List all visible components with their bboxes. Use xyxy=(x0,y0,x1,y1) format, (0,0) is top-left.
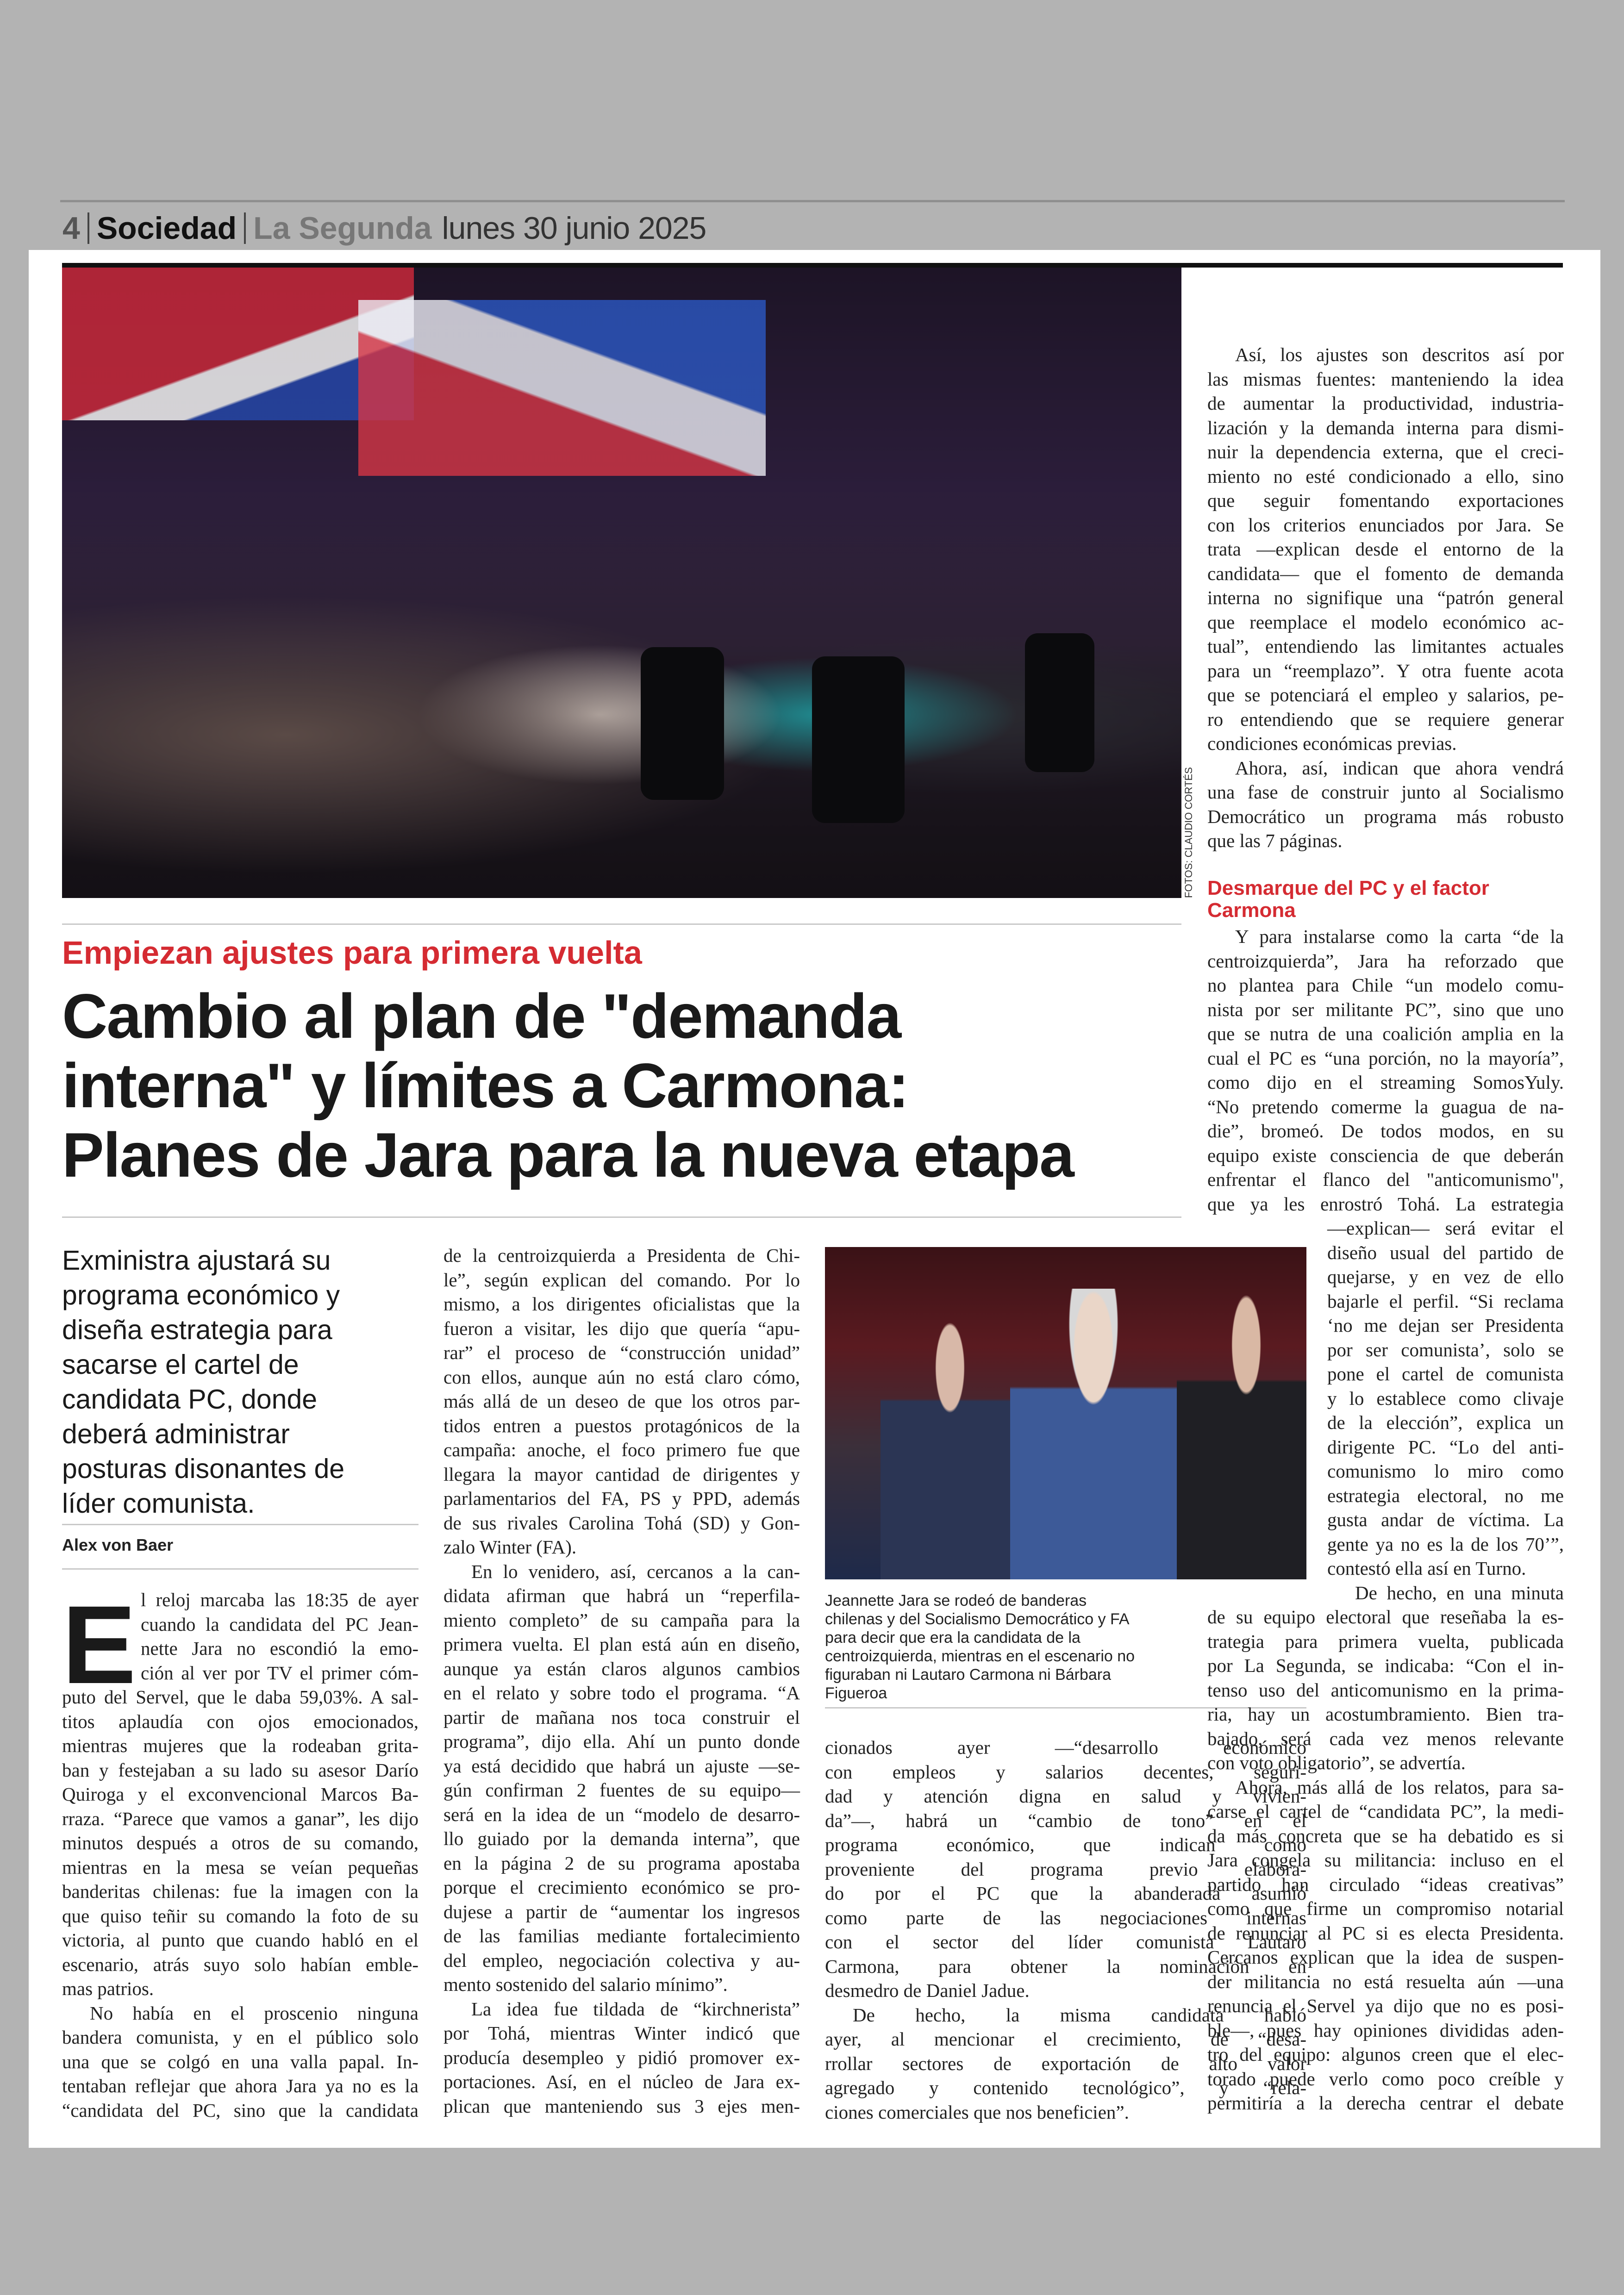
article-column-3: cionados ayer —“desarrollo económico con empleos y salarios decentes, seguri- dad y atención digna en salud y vivien- da”—, habrá un “cambio de tono” en el programa económico, que indican como proveniente del programa previo elabora- do por el PC que la abanderada asumió como parte de las negociaciones internas con el sector del líder comunista Lautaro Carmona, para obtener la nominación en desmedro de Daniel Jadue. De hecho, la misma candidata habló ayer, al mencionar el crecimiento, de “desa- rrollar sectores de exportación de alto valor agregado y contenido tecnológico”, y “rela- ciones comerciales que nos beneficien”. xyxy=(825,1737,1306,2123)
drop-cap: E xyxy=(62,1583,137,1707)
article-column-4-narrow: —explican— será evitar el diseño usual del partido de quejarse, y en vez de ello bajarle el perfil. “Si reclama ‘no me dejan ser Presidenta por ser comunista’, solo se pone el cartel de comunista y lo establece como clivaje de la elección”, explica un dirigente PC. “Lo del anti- comunismo lo miro como estrategia electoral, no me gusta andar de víctima. La gente ya no es la de los 70’”, contestó ella así en Turno. De hecho, en una minuta xyxy=(1327,1217,1564,1603)
person-silhouette xyxy=(1177,1293,1306,1579)
person-silhouette xyxy=(1010,1289,1177,1579)
page-number: 4 xyxy=(62,211,80,246)
running-head xyxy=(62,207,706,249)
page-top-bar xyxy=(62,263,1563,268)
person-silhouette xyxy=(881,1321,1019,1579)
section-subhead: Desmarque del PC y el factor Carmona xyxy=(1207,877,1489,922)
article-column-2: de la centroizquierda a Presidenta de Chi- le”, según explican del comando. Por lo mismo, a los dirigentes oficialistas que la fueron a visitar, les dijo que quería “apu- rar” el proceso de “construcción unidad” con ellos, aunque aún no está claro cómo, más allá de un deseo de que los otros par- tidos entren a puestos protagónicos de la campaña: anoche, el foco primero fue que llegara la mayor cantidad de dirigentes y parlamentarios del FA, PS y PPD, además de sus rivales Carolina Tohá (SD) y Gon- zalo Winter (FA). En lo venidero, así, cercanos a la can- didata afirman que habrá un “reperfila- miento completo” de su campaña para la primera vuelta. El plan está aún en diseño, aunque ya están claros algunos cambios en el relato y sobre todo el programa. “A partir de mañana nos toca construir el programa”, dijo ella. Ahí un punto donde ya está decidido que habrá un ajuste —se- gún confirman 2 fuentes de su equipo— será en la idea de un “modelo de desarro- llo guiado por la demanda interna”, que en la página 2 de su programa apostaba porque el crecimiento económico se pro- dujese a partir de “aumentar los ingresos de las familias mediante fortalecimiento del empleo, negociación colectiva y au- mento sostenido del salario mínimo”. La idea fue tildada de “kirchnerista” por Tohá, mientras Winter indicó que producía desempleo y pidió promover ex- portaciones. Así, en el núcleo de Jara ex- plican que manteniendo sus 3 ejes men- xyxy=(443,1245,800,2117)
phone-silhouette xyxy=(1025,633,1094,772)
article-headline: Cambio al plan de "demanda interna" y límites a Carmona: Planes de Jara para la nueva etapa xyxy=(62,981,1074,1190)
main-photo-rally xyxy=(62,268,1181,898)
article-column-1: l reloj marcaba las 18:35 de ayer cuando la candidata del PC Jean- nette Jara no escondió la emo- ción al ver por TV el primer cóm- puto del Servel, que le daba 59,03%. A sal- titos aplaudía con ojos emocionados, mientras mujeres que la rodeaban grita- ban y festejaban a su lado su asesor Darío Quiroga y el exconvencional Marcos Ba- rraza. “Parece que vamos a ganar”, les dijo minutos después a otros de su comando, mientras en la mesa se veían pequeñas banderitas chilenas: fue la imagen con la que quiso teñir su comando la foto de su victoria, al punto que cuando habló en el escenario, atrás suyo solo habían emble- mas patrios. No había en el proscenio ninguna bandera comunista, y en el público solo una que se colgó en una valla papal. In- tentaban reflejar que ahora Jara ya no es la “candidata del PC, sino que la candidata xyxy=(62,1589,418,2121)
byline-rule xyxy=(62,1568,418,1570)
article-column-4-mid: Y para instalarse como la carta “de la centroizquierda”, Jara ha reforzado que no plantea para Chile “un modelo comu- nista por ser militante PC”, sino que uno que se nutra de una coalición amplia en la cual el PC es “una porción, no la mayoría”, como dijo en el streaming SomosYuly. “No pretendo comerme la guagua de na- die”, bromeó. De todos modos, en su equipo existe consciencia de que deberán enfrentar el flanco del "anticomunismo", que ya les enrostró Tohá. La estrategia xyxy=(1207,926,1564,1215)
photo-caption: Jeannette Jara se rodeó de banderas chilenas y del Socialismo Democrático y FA para decir que era la candidata de la centroizquierda, mientras en el escenario no figuraban ni Lautaro Carmona ni Bárbara Figueroa xyxy=(825,1592,1135,1702)
article-column-4-top: Así, los ajustes son descritos así por las mismas fuentes: manteniendo la idea de aumentar la productividad, industria- lización y la demanda interna para dismi- nuir la dependencia externa, que el creci- miento no esté condicionado a ello, sino que seguir fomentando exportaciones con los criterios enunciados por Jara. Se trata —explican desde el entorno de la candidata— que el fomento de demanda interna no signifique una “patrón general que reemplace el modelo económico ac- tual”, entendiendo las limitantes actuales para un “reemplazo”. Y otra fuente acota que se potenciará el empleo y salarios, pe- ro entendiendo que se requiere generar condiciones económicas previas. Ahora, así, indican que ahora vendrá una fase de construir junto al Socialismo Democrático un programa más robusto que las 7 páginas. xyxy=(1207,344,1564,851)
deck-rule xyxy=(62,1524,418,1525)
headline-bottom-rule xyxy=(62,1216,1181,1218)
phone-silhouette xyxy=(812,656,905,823)
chilean-flag-graphic xyxy=(358,300,766,476)
byline: Alex von Baer xyxy=(62,1535,174,1554)
running-head-rule xyxy=(60,200,1565,202)
article-kicker: Empiezan ajustes para primera vuelta xyxy=(62,935,642,971)
secondary-photo-jara xyxy=(825,1247,1306,1579)
article-column-4-bottom: de su equipo electoral que reseñaba la es- trategia para primera vuelta, publicada por La Segunda, se indicaba: “Con el in- tenso uso del anticomunismo en la prima- ria, hay un acostumbramiento. Bien tra- bajado, será cada vez menos relevante con voto obligatorio”, se advertía. Ahora, más allá de los relatos, para sa- carse el cartel de “candidata PC”, la medi- da más concreta que se ha debatido es si Jara congela su militancia: incluso en el partido han circulado “ideas creativas” como que firme un compromiso notarial de renunciar al PC si es electa Presidenta. Cercanos explican que la idea de suspen- der militancia no está resuelta aún —una renuncia el Servel ya dijo que no es posi- ble—, pues hay opiniones divididas aden- tro del equipo: algunos creen que el elec- torado puede verlo como poco creíble y permitiría a la derecha centrar el debate xyxy=(1207,1606,1564,2114)
running-head-divider xyxy=(87,212,89,244)
phone-silhouette xyxy=(641,647,724,800)
crowd-graphic xyxy=(62,491,1181,898)
article-deck: Exministra ajustará su programa económico y diseña estrategia para sacarse el cartel de candidata PC, donde deberá administrar posturas disonantes de líder comunista. xyxy=(62,1245,345,1519)
newspaper-page xyxy=(29,250,1600,2148)
running-head-divider xyxy=(244,212,246,244)
photo-credit: FOTOS: CLAUDIO CORTÉS xyxy=(1183,767,1194,898)
headline-top-rule xyxy=(62,923,1181,925)
newspaper-name: La Segunda xyxy=(253,211,432,246)
section-name: Sociedad xyxy=(96,211,237,246)
issue-date: lunes 30 junio 2025 xyxy=(442,211,706,246)
